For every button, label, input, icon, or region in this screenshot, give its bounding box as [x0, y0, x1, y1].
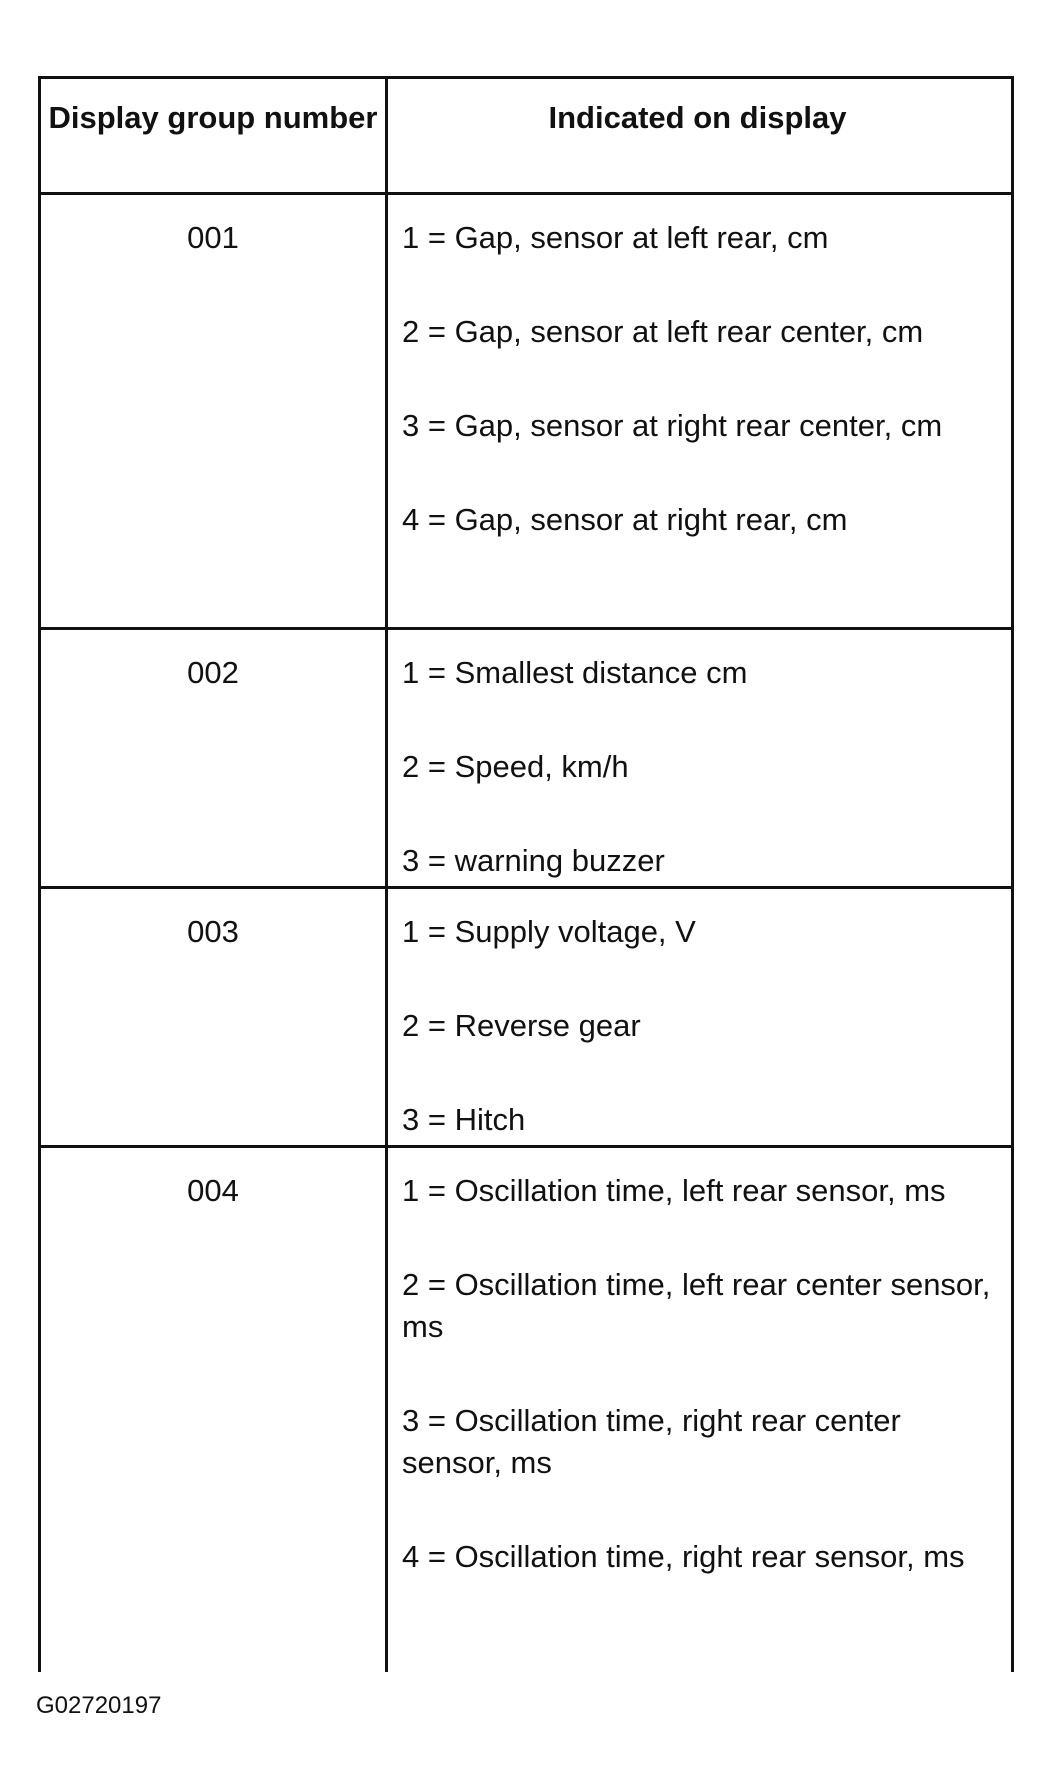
group-number: 001 — [41, 195, 388, 627]
indicated-item: 2 = Gap, sensor at left rear center, cm — [402, 314, 924, 349]
indicated-item: 3 = Hitch — [402, 1102, 526, 1137]
group-number: 004 — [41, 1148, 388, 1672]
indicated-item: 4 = Gap, sensor at right rear, cm — [402, 502, 848, 537]
indicated-item: 2 = Oscillation time, left rear center sensor, ms — [402, 1267, 991, 1344]
indicated-item: 1 = Oscillation time, left rear sensor, ms — [402, 1173, 946, 1208]
table-row — [41, 630, 1011, 889]
indicated-list — [388, 889, 1011, 1145]
display-group-table — [38, 76, 1014, 1672]
table-row — [41, 889, 1011, 1148]
header-indicated-on-display: Indicated on display — [548, 100, 847, 135]
indicated-item: 2 = Reverse gear — [402, 1008, 641, 1043]
indicated-item: 4 = Oscillation time, right rear sensor, ms — [402, 1539, 965, 1574]
figure-code: G02720197 — [36, 1692, 162, 1719]
table-header-row — [41, 79, 1011, 195]
indicated-item: 3 = Gap, sensor at right rear center, cm — [402, 408, 943, 443]
indicated-list — [388, 195, 1011, 627]
indicated-item: 1 = Supply voltage, V — [402, 914, 696, 949]
header-display-group-number: Display group number — [41, 79, 388, 192]
group-number: 002 — [41, 630, 388, 886]
indicated-item: 3 = warning buzzer — [402, 843, 665, 878]
indicated-item: 2 = Speed, km/h — [402, 749, 629, 784]
indicated-item: 3 = Oscillation time, right rear center sensor, ms — [402, 1403, 901, 1480]
table-row — [41, 1148, 1011, 1672]
indicated-list — [388, 630, 1011, 886]
table-row — [41, 195, 1011, 630]
group-number: 003 — [41, 889, 388, 1145]
indicated-item: 1 = Gap, sensor at left rear, cm — [402, 220, 829, 255]
indicated-item: 1 = Smallest distance cm — [402, 655, 748, 690]
indicated-list — [388, 1148, 1011, 1672]
